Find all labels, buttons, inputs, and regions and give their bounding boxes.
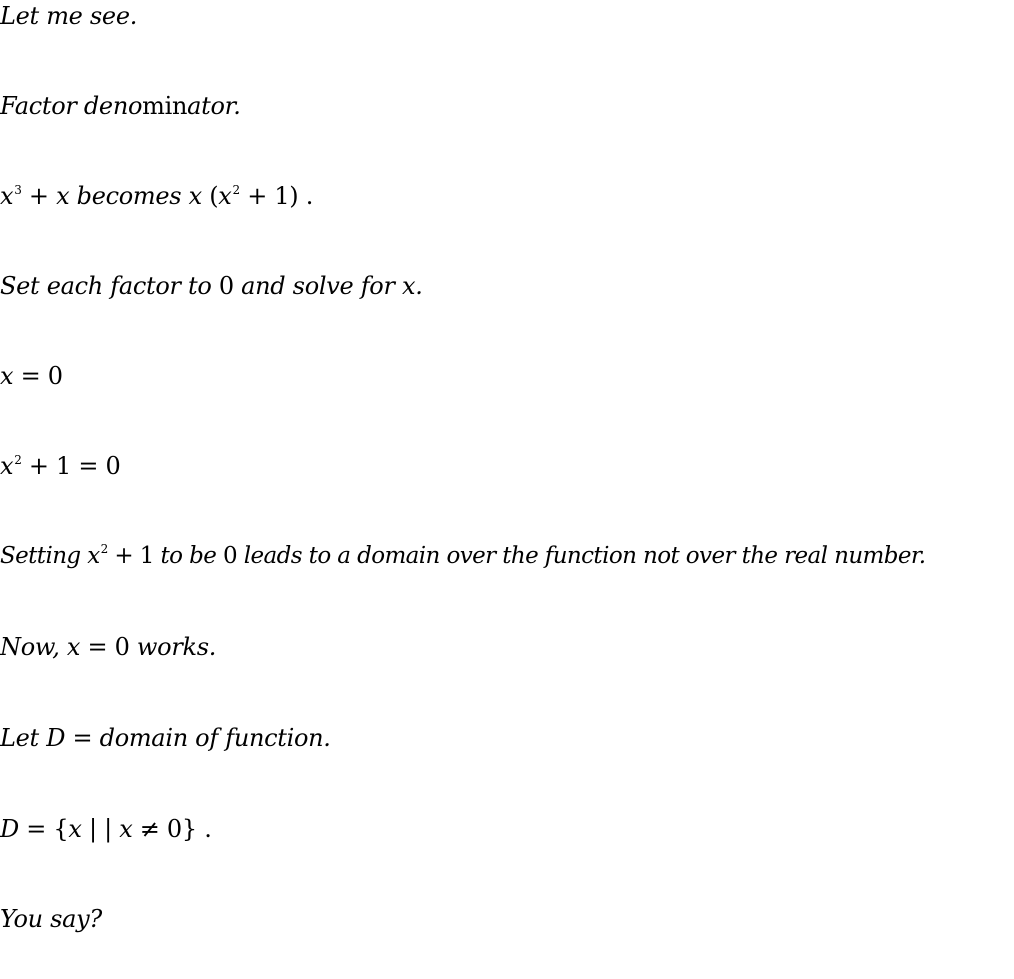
text-segment: becomes bbox=[69, 182, 189, 210]
line-let-me-see bbox=[0, 0, 137, 32]
line-x-equals-zero bbox=[0, 360, 63, 392]
text-segment: domain of function. bbox=[99, 724, 331, 752]
math-operator: + 1 bbox=[107, 543, 154, 569]
text-segment: leads to a domain over the function not over the real number. bbox=[237, 543, 926, 569]
math-operator: + bbox=[21, 182, 57, 210]
math-variable: x bbox=[56, 182, 70, 210]
text-segment: Set each factor to bbox=[0, 272, 219, 300]
math-operator: = 0 bbox=[13, 362, 63, 390]
math-variable: D bbox=[46, 724, 66, 752]
line-set-each-factor bbox=[0, 270, 423, 302]
text-segment: works. bbox=[129, 633, 217, 661]
math-variable: x bbox=[66, 633, 81, 661]
math-operator: ≠ 0} . bbox=[132, 815, 212, 843]
text-segment: and solve for bbox=[233, 272, 402, 300]
math-operator: = 0 bbox=[80, 633, 130, 661]
math-number: 0 bbox=[218, 272, 234, 300]
math-variable: x bbox=[218, 182, 232, 210]
text-segment: Let me see. bbox=[0, 2, 138, 30]
text-segment: Factor deno bbox=[0, 92, 143, 120]
math-variable: D bbox=[0, 815, 19, 843]
text-segment: to be bbox=[153, 543, 223, 569]
line-factor-denominator bbox=[0, 90, 241, 122]
math-exponent: 2 bbox=[100, 542, 108, 556]
line-now-works bbox=[0, 631, 216, 663]
math-operator: = { bbox=[18, 815, 69, 843]
math-paren: ( bbox=[201, 182, 219, 210]
math-exponent: 2 bbox=[232, 183, 240, 197]
line-you-say bbox=[0, 903, 102, 935]
math-operator: = bbox=[65, 724, 100, 752]
math-variable: x bbox=[0, 452, 14, 480]
math-variable: x bbox=[0, 182, 14, 210]
math-variable: x bbox=[87, 543, 100, 569]
math-operator: + 1 = 0 bbox=[21, 452, 121, 480]
text-segment: Setting bbox=[0, 543, 88, 569]
text-segment: You say? bbox=[0, 905, 102, 933]
math-variable: x bbox=[188, 182, 202, 210]
text-segment: . bbox=[415, 272, 423, 300]
text-segment-upright: min bbox=[142, 92, 188, 120]
math-variable: x bbox=[68, 815, 82, 843]
math-exponent: 3 bbox=[14, 183, 22, 197]
line-domain-set bbox=[0, 813, 212, 845]
math-variable: x bbox=[401, 272, 416, 300]
math-exponent: 2 bbox=[14, 453, 22, 467]
math-operator: | | bbox=[81, 815, 120, 843]
text-segment: Let bbox=[0, 724, 47, 752]
line-x-squared-plus-one bbox=[0, 450, 120, 486]
line-let-d-domain bbox=[0, 722, 331, 754]
text-segment: Now, bbox=[0, 633, 67, 661]
line-factored-expression bbox=[0, 180, 313, 216]
text-segment: ator. bbox=[187, 92, 241, 120]
math-variable: x bbox=[0, 362, 14, 390]
math-variable: x bbox=[119, 815, 133, 843]
line-setting-explanation bbox=[0, 540, 925, 575]
math-number: 0 bbox=[223, 543, 238, 569]
math-operator: + 1) . bbox=[239, 182, 314, 210]
